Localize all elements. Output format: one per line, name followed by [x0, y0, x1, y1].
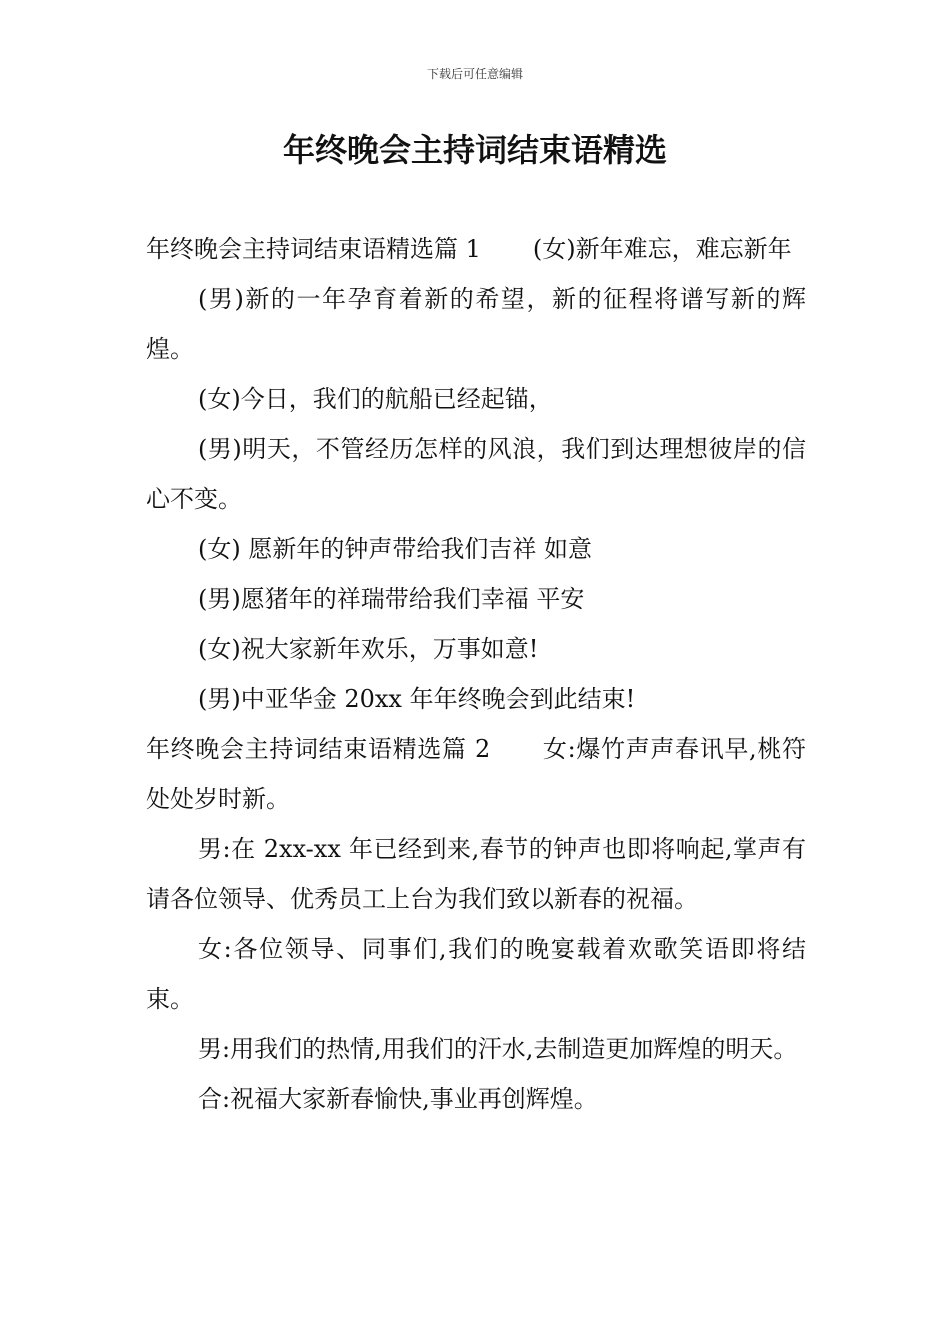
section-2-first-line: 女:爆竹声声春讯早,桃符处处岁时新。	[146, 735, 806, 813]
paragraph: (男)愿猪年的祥瑞带给我们幸福 平安	[198, 585, 585, 613]
paragraph: (女)今日，我们的航船已经起锚，	[198, 385, 553, 413]
paragraph: 合:祝福大家新春愉快,事业再创辉煌。	[198, 1085, 598, 1113]
paragraph: (女) 愿新年的钟声带给我们吉祥 如意	[198, 535, 592, 563]
paragraph: (男)明天，不管经历怎样的风浪，我们到达理想彼岸的信心不变。	[146, 435, 806, 513]
section-2-heading-line	[146, 724, 806, 824]
document-body	[146, 224, 806, 1124]
paragraph: 男:用我们的热情,用我们的汗水,去制造更加辉煌的明天。	[198, 1035, 798, 1063]
section-1-first-line: (女)新年难忘，难忘新年	[532, 235, 792, 263]
section-1-heading: 年终晚会主持词结束语精选篇 1	[146, 235, 481, 263]
paragraph: (女)祝大家新年欢乐，万事如意!	[198, 635, 539, 663]
section-2-heading: 年终晚会主持词结束语精选篇 2	[146, 735, 491, 763]
header-note: 下载后可任意编辑	[426, 67, 523, 81]
section-1-heading-line	[146, 224, 806, 274]
paragraph: (男)新的一年孕育着新的希望，新的征程将谱写新的辉煌。	[146, 285, 806, 363]
paragraph: 女:各位领导、同事们,我们的晚宴载着欢歌笑语即将结束。	[146, 935, 806, 1013]
document-title: 年终晚会主持词结束语精选	[282, 131, 667, 169]
paragraph: (男)中亚华金 20xx 年年终晚会到此结束!	[198, 685, 636, 713]
paragraph: 男:在 2xx-xx 年已经到来,春节的钟声也即将响起,掌声有请各位领导、优秀员工上台为我们致以新春的祝福。	[146, 835, 806, 913]
